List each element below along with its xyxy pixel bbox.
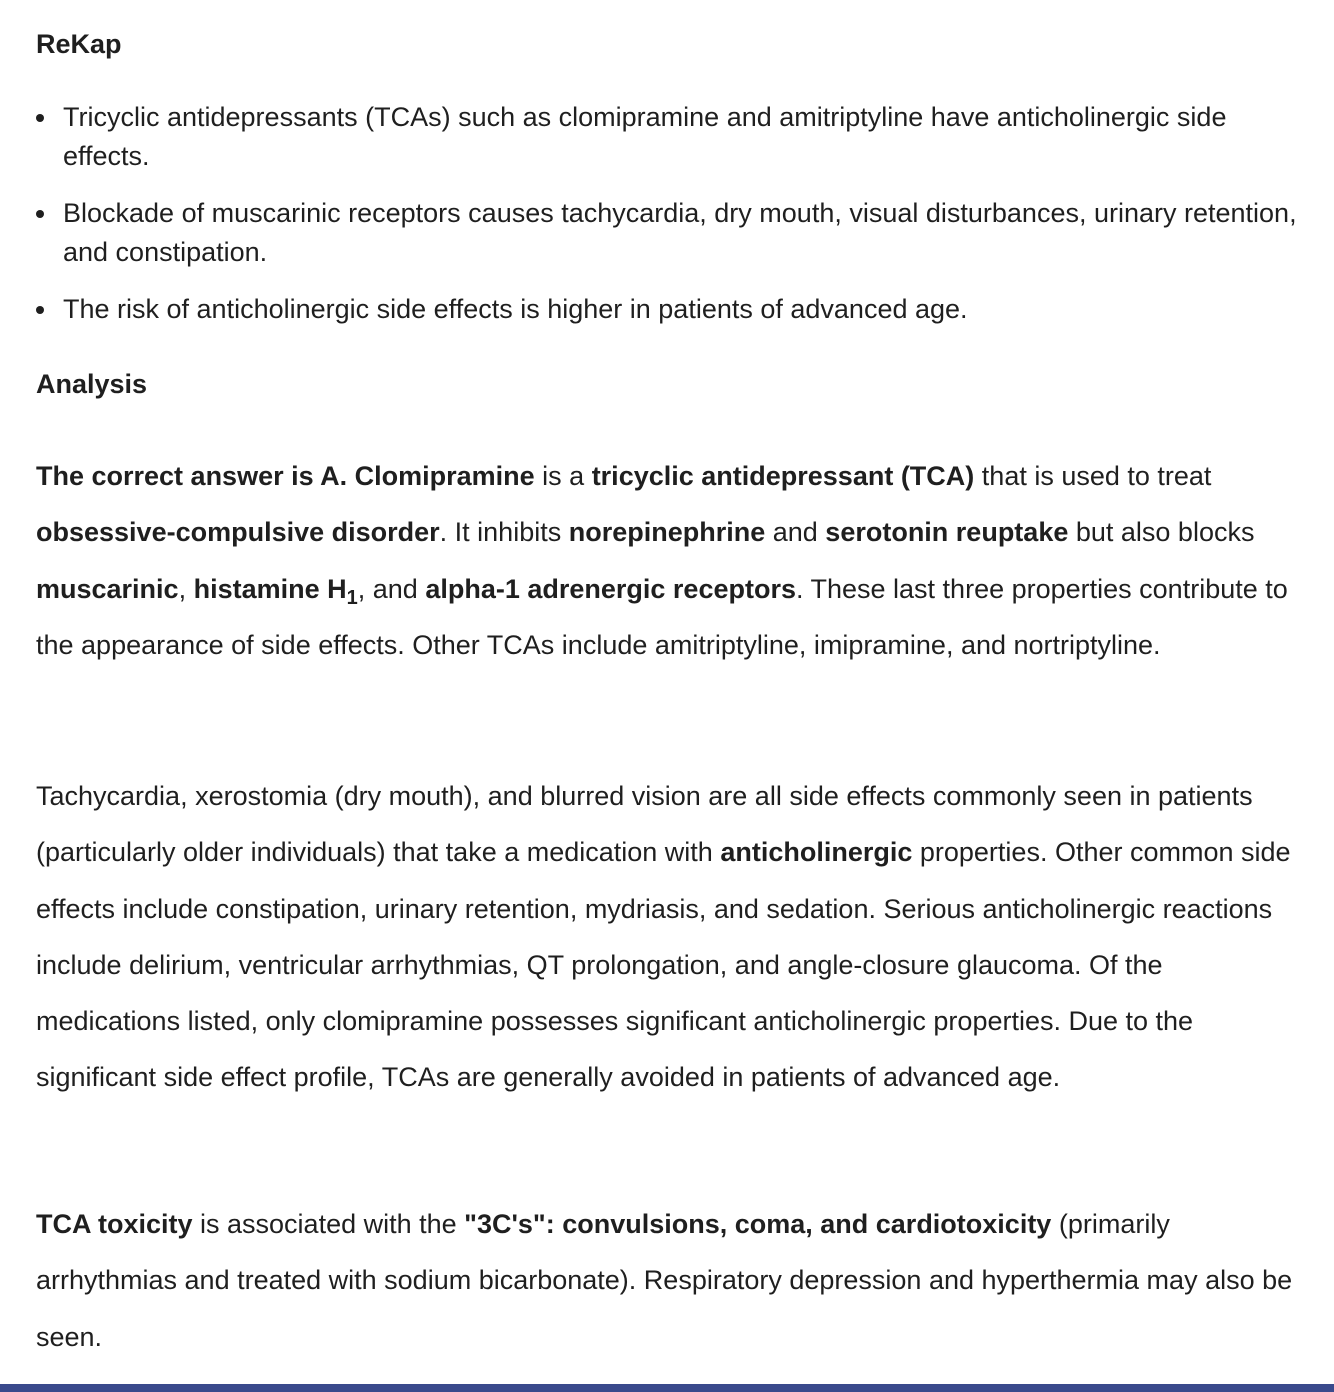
rekap-item-text: The risk of anticholinergic side effects is higher in patients of advanced age.	[63, 294, 968, 324]
analysis-paragraph-toxicity	[36, 1196, 1306, 1365]
subscript: 1	[346, 586, 358, 609]
text-run: ,	[178, 573, 194, 604]
bold-term: obsessive-compulsive disorder	[36, 517, 440, 548]
text-run: (primarily arrhythmias and treated with sodium bicarbonate). Respiratory depression and hyperthermia may also be seen.	[36, 1209, 1293, 1352]
analysis-paragraph-answer	[36, 448, 1306, 673]
bold-term	[193, 573, 358, 609]
rekap-list	[36, 98, 1306, 347]
text-run: that is used to treat	[974, 461, 1212, 491]
bold-term: anticholinergic	[720, 837, 913, 868]
text-run: histamine H	[193, 573, 347, 604]
rekap-item-text: Tricyclic antidepressants (TCAs) such as clomipramine and amitriptyline have anticholinergic side effects.	[63, 102, 1227, 171]
bullet-icon	[36, 306, 44, 314]
bold-term: TCA toxicity	[36, 1209, 193, 1239]
text-run: but also blocks	[1068, 517, 1255, 548]
text-run: , and	[357, 573, 426, 604]
rekap-item	[36, 98, 1306, 176]
text-run: . These last three properties contribute to the appearance of side effects. Other TCAs include amitriptyline, imipramine, and nortriptyline.	[36, 573, 1288, 660]
bold-term: "3C's": convulsions, coma, and cardiotoxicity	[464, 1209, 1052, 1239]
text-run: . It inhibits	[439, 517, 569, 548]
rekap-item-text: Blockade of muscarinic receptors causes tachycardia, dry mouth, visual disturbances, urinary retention, and constipation.	[63, 198, 1297, 267]
text-run: is a	[534, 461, 592, 491]
rekap-item	[36, 290, 1306, 329]
analysis-heading: Analysis	[36, 369, 148, 399]
correct-answer-text: The correct answer is A. Clomipramine	[36, 461, 535, 491]
bold-term: alpha-1 adrenergic receptors	[425, 573, 796, 604]
text-run: and	[765, 517, 826, 548]
rekap-heading: ReKap	[36, 29, 122, 59]
bold-term: serotonin reuptake	[825, 517, 1069, 548]
bold-term: norepinephrine	[568, 517, 766, 548]
bold-term: tricyclic antidepressant (TCA)	[591, 461, 975, 491]
text-run: is associated with the	[192, 1209, 465, 1239]
bold-term: muscarinic	[36, 573, 179, 604]
text-run: Tachycardia, xerostomia (dry mouth), and blurred vision are all side effects commonly seen in patients (particularly older individuals) that take a medication with	[36, 781, 1253, 868]
bullet-icon	[36, 114, 44, 122]
footer-bar	[0, 1384, 1334, 1392]
analysis-paragraph-side-effects	[36, 768, 1306, 1106]
rekap-item	[36, 194, 1306, 272]
bullet-icon	[36, 210, 44, 218]
text-run: properties. Other common side effects include constipation, urinary retention, mydriasis, and sedation. Serious anticholinergic reactions include delirium, ventricular arrhythmias, QT prolongation, and angle-closure glaucoma. Of the medications listed, only clomipramine possesses significant anticholinergic properties. Due to the significant side effect profile, TCAs are generally avoided in patients of advanced age.	[36, 837, 1291, 1093]
